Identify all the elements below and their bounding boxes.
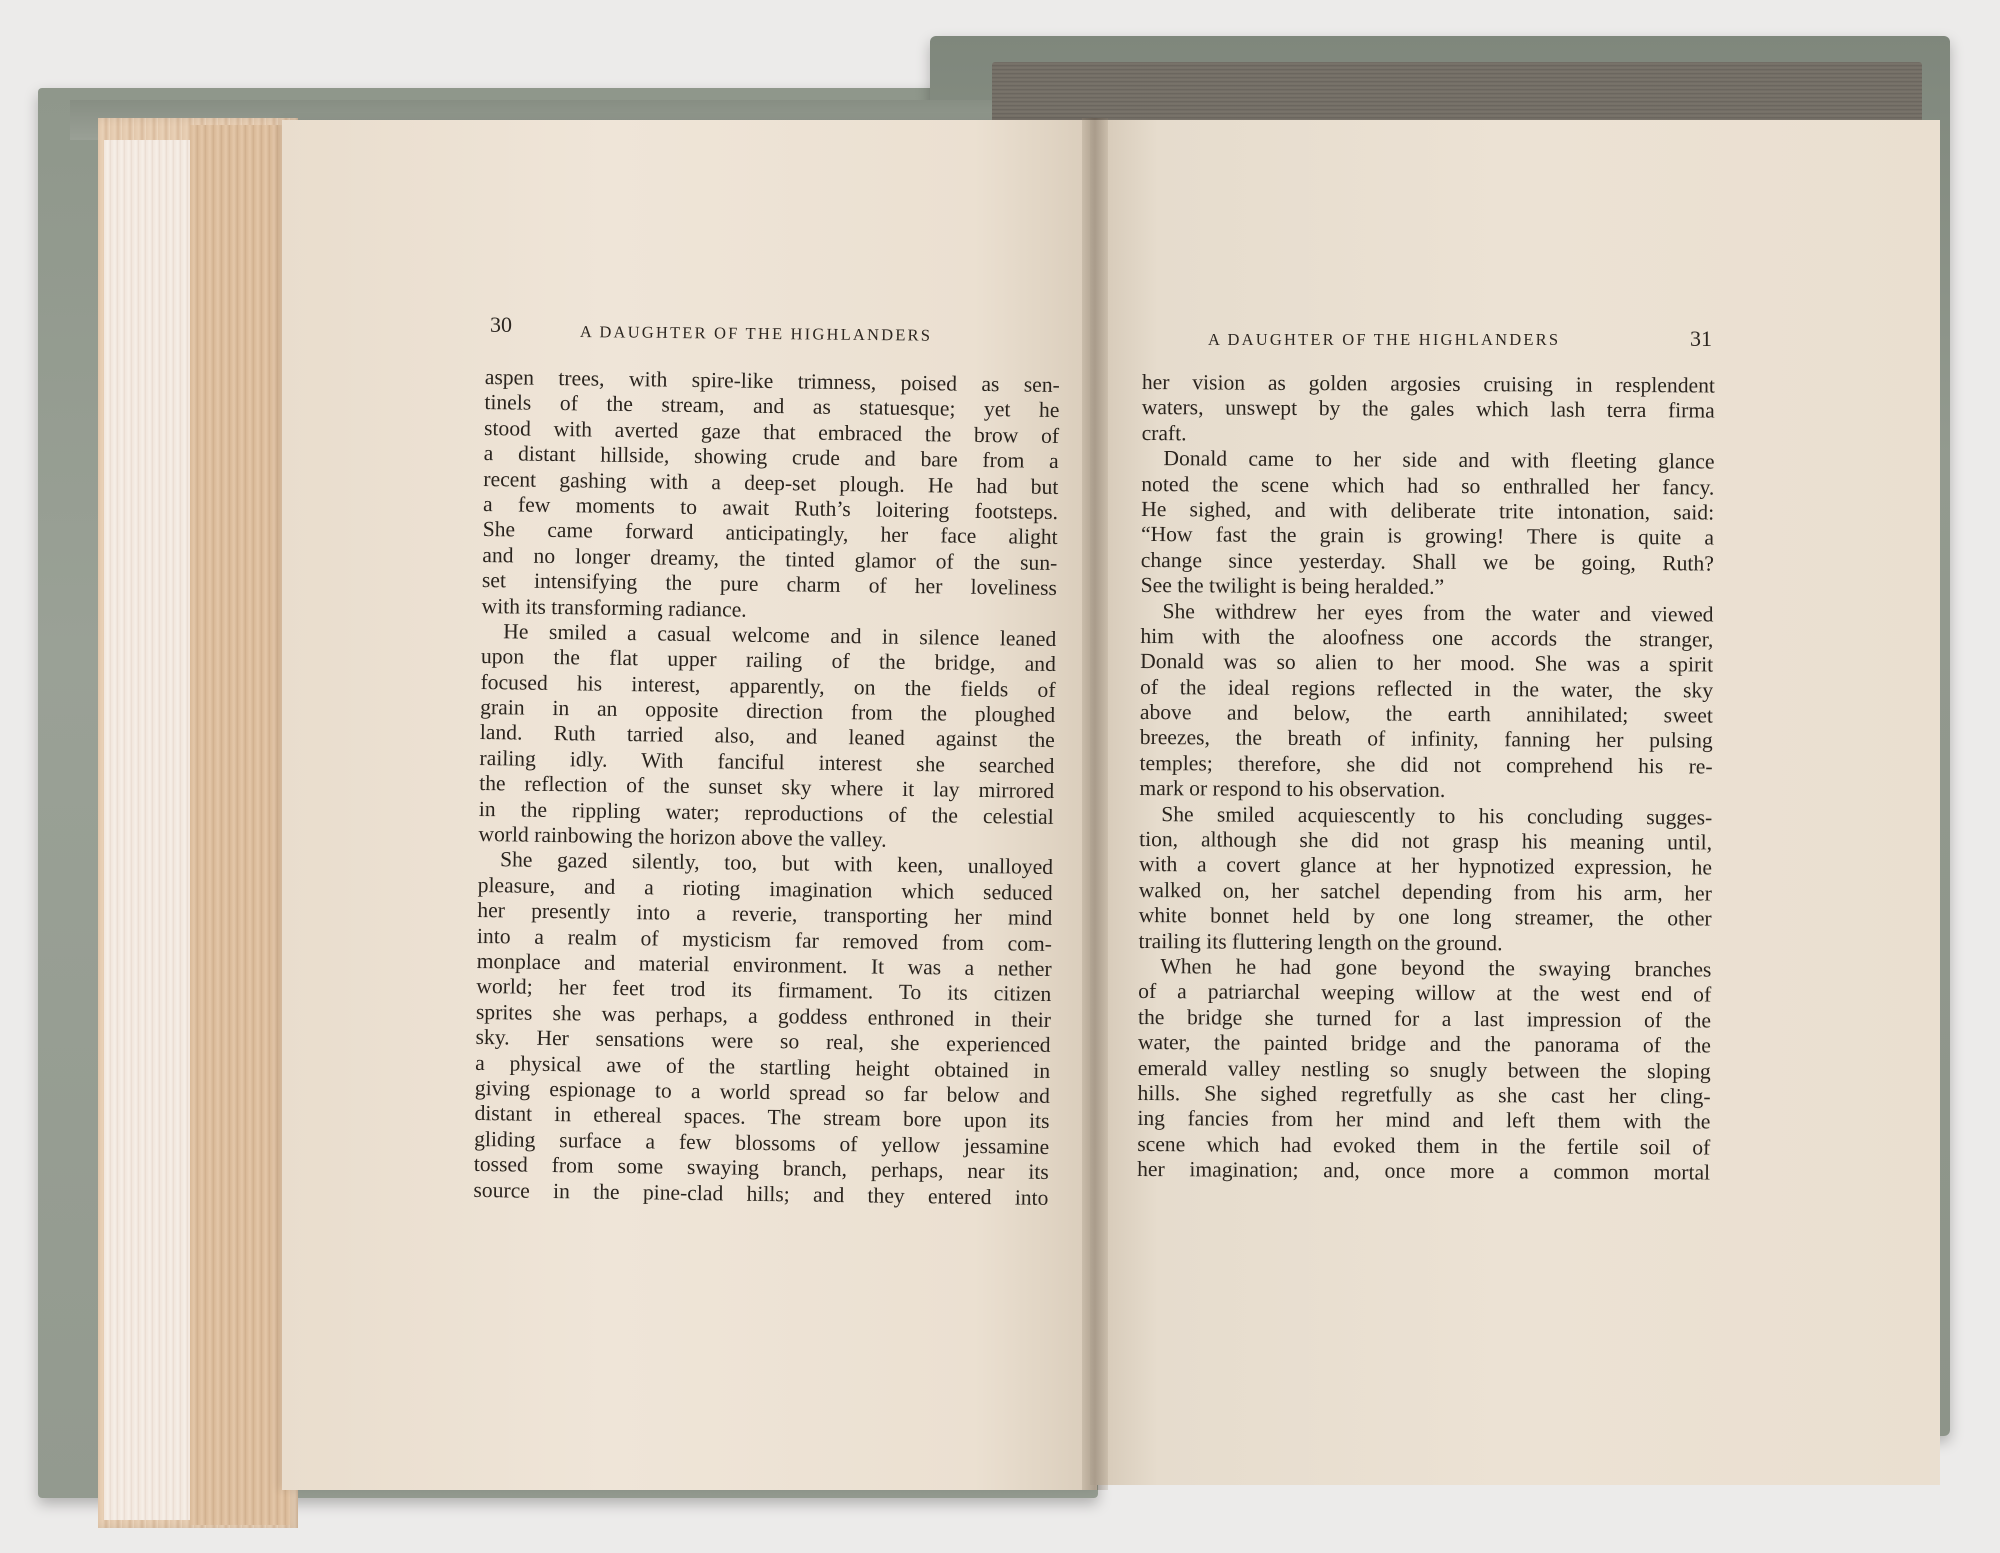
text-line: monplace and material environment. It was a nether <box>476 948 1052 981</box>
text-line: hills. She sighed regretfully as she cast her cling- <box>1137 1080 1711 1109</box>
left-page-body <box>473 365 1060 1211</box>
text-line: scene which had evoked them in the fertile soil of <box>1137 1131 1711 1160</box>
text-line: Donald came to her side and with fleeting glance <box>1163 446 1715 474</box>
text-line: him with the aloofness one accords the stranger, <box>1140 623 1714 652</box>
text-line: pleasure, and a rioting imagination which seduced <box>477 872 1053 905</box>
text-line: her imagination; and, once more a common mortal <box>1137 1157 1711 1185</box>
text-line: She came forward anticipatingly, her face alight <box>482 517 1058 550</box>
text-line: a physical awe of the startling height obtained in <box>475 1050 1051 1083</box>
text-line: Donald was so alien to her mood. She was a spirit <box>1140 649 1714 677</box>
text-line: He smiled a casual welcome and in silence leaned <box>503 619 1057 651</box>
text-line: sky. Her sensations were so real, she experienced <box>475 1025 1051 1058</box>
text-line: into a realm of mysticism far removed from com- <box>476 923 1053 956</box>
right-page-number: 31 <box>1690 326 1712 351</box>
text-line: walked on, her satchel depending from his arm, her <box>1138 877 1712 906</box>
text-line: gliding surface a few blossoms of yellow jessamine <box>474 1126 1050 1159</box>
text-line: above and below, the earth annihilated; sweet <box>1139 700 1713 728</box>
text-line: tion, although she did not grasp his meaning until, <box>1139 827 1713 855</box>
text-line: emerald valley nestling so snugly between the sloping <box>1137 1055 1711 1084</box>
text-line: focused his interest, apparently, on the fields of <box>480 669 1056 702</box>
text-line: mark or respond to his observation. <box>1139 776 1446 803</box>
text-line: her vision as golden argosies cruising in resplendent <box>1141 370 1715 398</box>
text-line: the reflection of the sunset sky where it lay mirrored <box>478 771 1055 804</box>
text-line: with a covert glance at her hypnotized expression, he <box>1138 852 1713 880</box>
text-line: grain in an opposite direction from the ploughed <box>480 695 1056 728</box>
text-line: a distant hillside, showing crude and bare from a <box>483 441 1059 474</box>
book-gutter <box>1082 118 1108 1490</box>
text-line: the bridge she turned for a last impression of the <box>1137 1004 1712 1033</box>
text-line: world; her feet trod its firmament. To its citizen <box>476 974 1052 1007</box>
text-line: land. Ruth tarried also, and leaned against the <box>479 720 1055 753</box>
text-line: in the rippling water; reproductions of the celestial <box>478 796 1054 829</box>
text-line: her presently into a reverie, transporting her mind <box>477 898 1053 931</box>
text-line: See the twilight is being heralded.” <box>1140 573 1445 599</box>
right-page-body <box>1137 370 1715 1186</box>
right-running-head: A DAUGHTER OF THE HIGHLANDERS <box>1208 330 1561 349</box>
text-line: sprites she was perhaps, a goddess enthroned in their <box>475 999 1052 1032</box>
text-line: waters, unswept by the gales which lash terra firma <box>1141 395 1715 423</box>
text-line: She smiled acquiescently to his concluding sugges- <box>1161 801 1713 830</box>
text-line: water, the painted bridge and the panorama of the <box>1137 1030 1711 1058</box>
text-line: “How fast the grain is growing! There is quite a <box>1140 522 1715 550</box>
text-line: She gazed silently, too, but with keen, unalloyed <box>499 847 1054 880</box>
text-line: stood with averted gaze that embraced the brow of <box>483 415 1060 448</box>
text-line: a few moments to await Ruth’s loitering footsteps. <box>482 491 1059 524</box>
text-line: set intensifying the pure charm of her loveliness <box>481 568 1058 601</box>
text-line: trailing its fluttering length on the ground. <box>1138 928 1503 955</box>
text-line: distant in ethereal spaces. The stream bore upon its <box>474 1101 1050 1134</box>
left-page-number: 30 <box>490 312 512 337</box>
text-line: and no longer dreamy, the tinted glamor of the sun- <box>482 542 1058 575</box>
text-line: world rainbowing the horizon above the valley. <box>478 821 887 852</box>
text-line: ing fancies from her mind and left them with the <box>1137 1106 1711 1134</box>
text-line: tinels of the stream, and as statuesque; yet he <box>484 390 1060 423</box>
text-line: giving espionage to a world spread so far below and <box>474 1075 1051 1108</box>
text-line: recent gashing with a deep-set plough. He had but <box>483 466 1059 499</box>
left-running-head: A DAUGHTER OF THE HIGHLANDERS <box>579 322 933 345</box>
text-line: railing idly. With fanciful interest she searched <box>479 745 1055 778</box>
text-line: She withdrew her eyes from the water and viewed <box>1162 598 1714 627</box>
right-page-block-top-edge <box>992 62 1922 124</box>
text-line: source in the pine-clad hills; and they entered into <box>473 1177 1049 1210</box>
text-line: with its transforming radiance. <box>481 593 747 622</box>
text-line: of the ideal regions reflected in the water, the sky <box>1139 674 1714 703</box>
text-line: temples; therefore, she did not comprehend his re- <box>1139 750 1713 779</box>
text-line: upon the flat upper railing of the bridge, and <box>480 644 1057 677</box>
text-line: of a patriarchal weeping willow at the west end of <box>1138 979 1712 1007</box>
text-line: craft. <box>1141 420 1187 446</box>
page-stack-light-edges <box>104 140 194 1520</box>
text-line: noted the scene which had so enthralled her fancy. <box>1141 471 1715 500</box>
page-stack-dark-edges <box>190 125 290 1525</box>
text-line: When he had gone beyond the swaying branches <box>1160 954 1712 982</box>
text-line: breezes, the breath of infinity, fanning her pulsing <box>1139 725 1713 753</box>
text-line: aspen trees, with spire-like trimness, poised as sen- <box>484 365 1060 398</box>
text-line: tossed from some swaying branch, perhaps, near its <box>473 1152 1049 1185</box>
text-line: change since yesterday. Shall we be going, Ruth? <box>1140 547 1714 576</box>
text-line: He sighed, and with deliberate trite intonation, said: <box>1141 496 1715 525</box>
text-line: white bonnet held by one long streamer, the other <box>1138 903 1712 931</box>
